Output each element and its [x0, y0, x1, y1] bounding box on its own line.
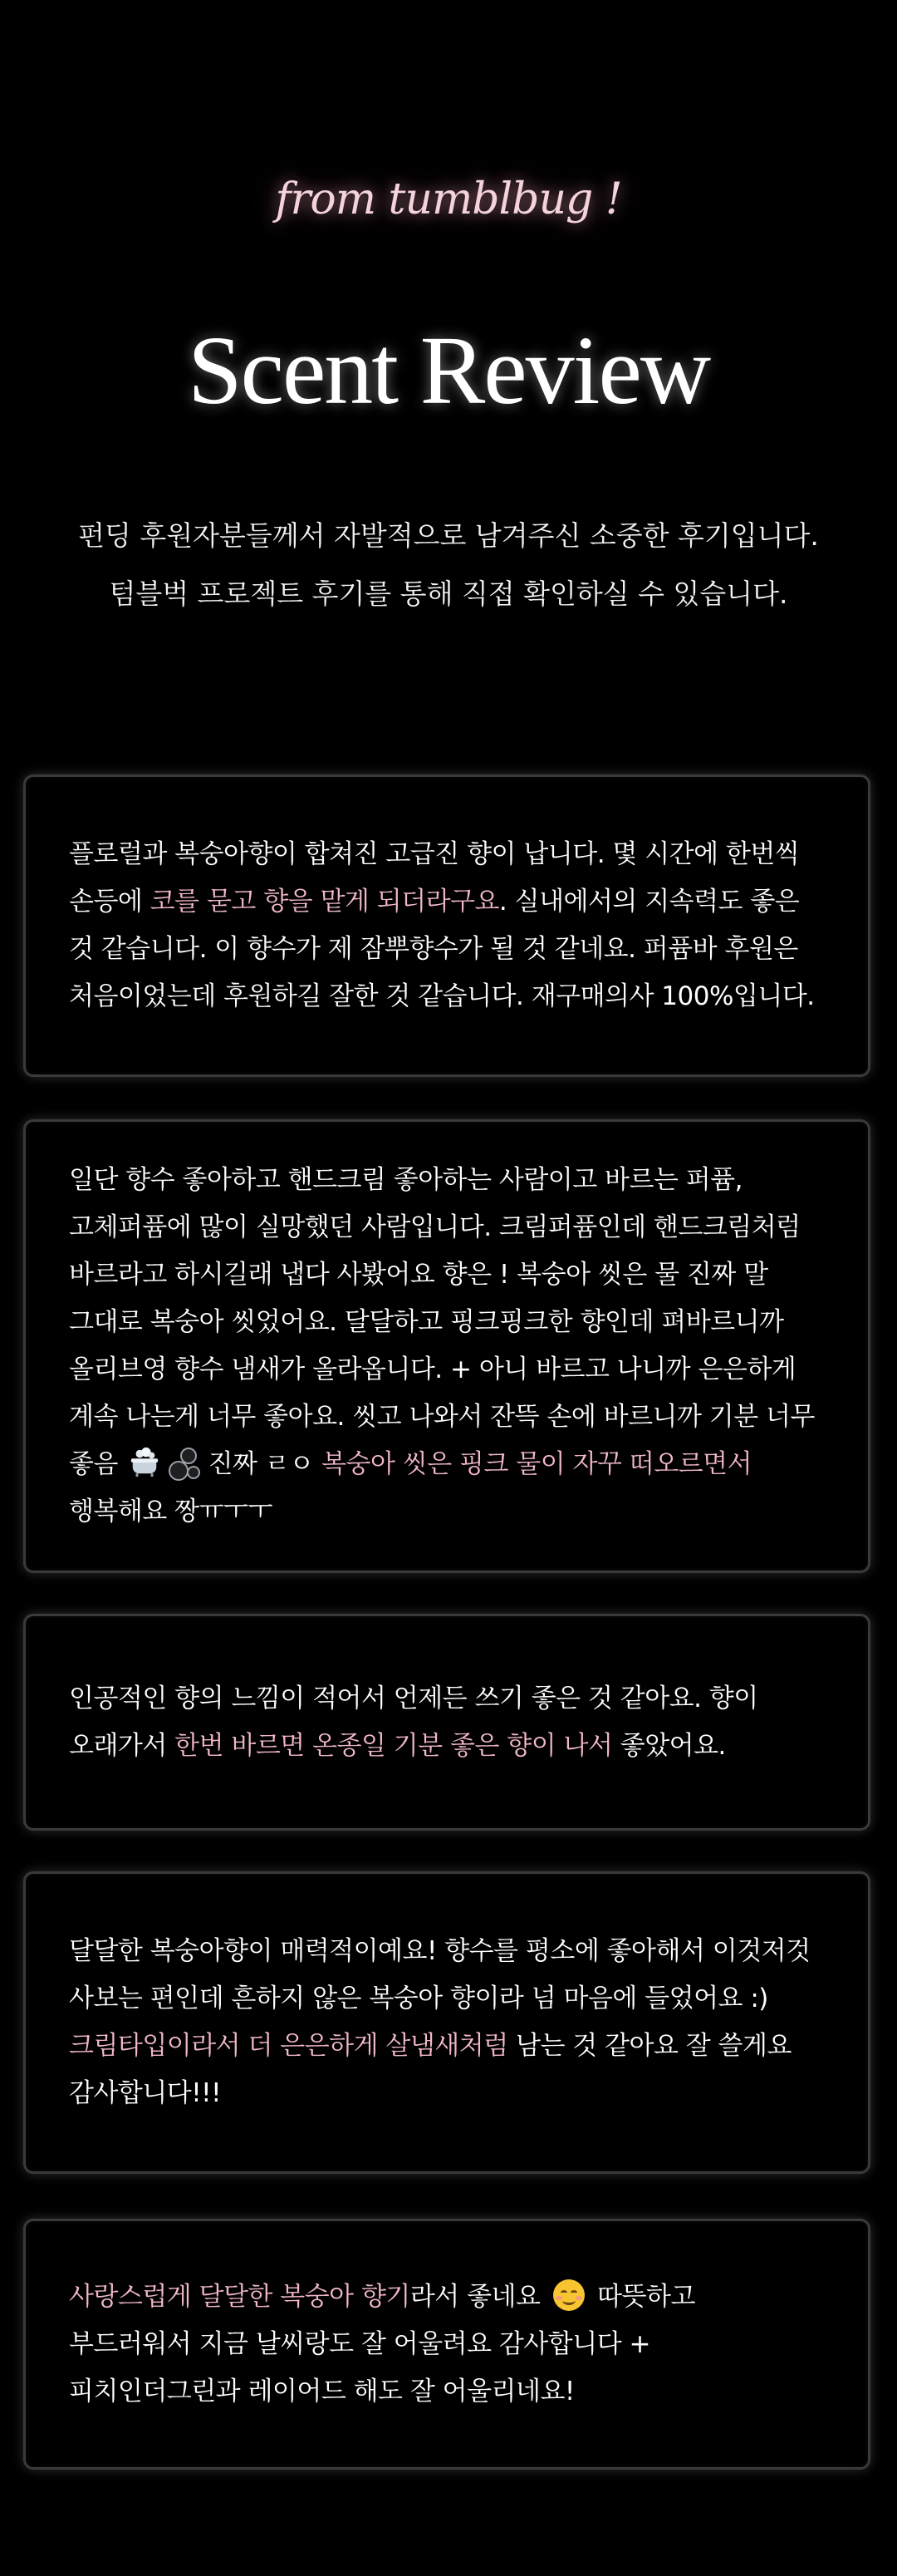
- review-highlight: 사랑스럽게 달달한 복숭아 향기: [69, 2281, 410, 2312]
- review-text: [69, 1928, 825, 2117]
- review-segment: 일단 향수 좋아하고 핸드크림 좋아하는 사람이고 바르는 퍼퓸, 고체퍼퓸에 많이 실망했던 사람입니다. 크림퍼퓸인데 핸드크림처럼 바르라고 하시길래 냅다 사봤어요 향은 ! 복숭아 씻은 물 진짜 말 그대로 복숭아 씻었어요. 달달하고 핑크핑크한 향인데 펴바르니까 올리브영 향수 냄새가 올라옵니다. + 아니 바르고 나니까 은은하게 계속 나는게 너무 좋아요. 씻고 나와서 잔뜩 손에 바르니까 기분 너무 좋음: [69, 1165, 815, 1479]
- review-text: [69, 1675, 825, 1770]
- review-card: [23, 1119, 870, 1573]
- review-text: [69, 831, 825, 1020]
- review-segment: 행복해요 짱ㅠㅜㅜ: [69, 1497, 272, 1526]
- review-highlight: 복숭아 씻은 핑크 물이 자꾸 떠오르면서: [321, 1449, 752, 1479]
- review-segment: 라서 좋네요: [409, 2281, 548, 2312]
- review-text: [69, 2274, 825, 2416]
- review-segment: . 실내에서의 지속력도 좋은 것 같습니다. 이 향수가 제 잠뿌향수가 될 것 같네요. 퍼퓸바 후원은 처음이었는데 후원하길 잘한 것 같습니다. 재구매의사 100%입니다.: [69, 887, 815, 1011]
- review-card: [23, 774, 870, 1077]
- bubbles-icon: [165, 1446, 199, 1479]
- eyebrow-text: from tumblbug !: [275, 175, 622, 224]
- intro-text: [0, 507, 897, 623]
- review-segment: 진짜 ㄹㅇ: [200, 1449, 322, 1479]
- review-card: [23, 2219, 870, 2470]
- review-highlight: 코를 묻고 향을 맡게 되더라구요: [150, 887, 499, 917]
- intro-line: 펀딩 후원자분들께서 자발적으로 남겨주신 소중한 후기입니다.: [78, 519, 819, 552]
- review-highlight: 한번 바르면 온종일 기분 좋은 향이 나서: [174, 1730, 613, 1761]
- intro-line: 텀블벅 프로젝트 후기를 통해 직접 확인하실 수 있습니다.: [109, 578, 788, 610]
- page-title: Scent Review: [187, 316, 710, 425]
- review-segment: 플로럴과 복숭아향이 합쳐진 고급진 향이 납니다. 몇 시간에 한번씩 손등에: [69, 839, 800, 917]
- bathtub-icon: [125, 1449, 164, 1479]
- review-highlight: 크림타입이라서 더 은은하게 살냄새처럼: [69, 2031, 508, 2061]
- smiling-face-icon: [553, 2279, 585, 2311]
- review-segment: 달달한 복숭아향이 매력적이예요! 향수를 평소에 좋아해서 이것저것 사보는 편인데 흔하지 않은 복숭아 향이라 넘 마음에 들었어요 :): [69, 1936, 811, 2013]
- review-card: [23, 1614, 870, 1831]
- review-card: [23, 1871, 870, 2174]
- review-segment: 따뜻하고 부드러워서 지금 날씨랑도 잘 어울려요 감사합니다 + 피치인더그린과 레이어드 해도 잘 어울리네요!: [69, 2281, 695, 2406]
- review-segment: 좋았어요.: [612, 1730, 726, 1761]
- review-text: [69, 1157, 825, 1536]
- review-segment: 남는 것 같아요 잘 쓸게요 감사합니다!!!: [69, 2031, 792, 2108]
- review-segment: 인공적인 향의 느낌이 적어서 언제든 쓰기 좋은 것 같아요. 향이 오래가서: [69, 1683, 758, 1761]
